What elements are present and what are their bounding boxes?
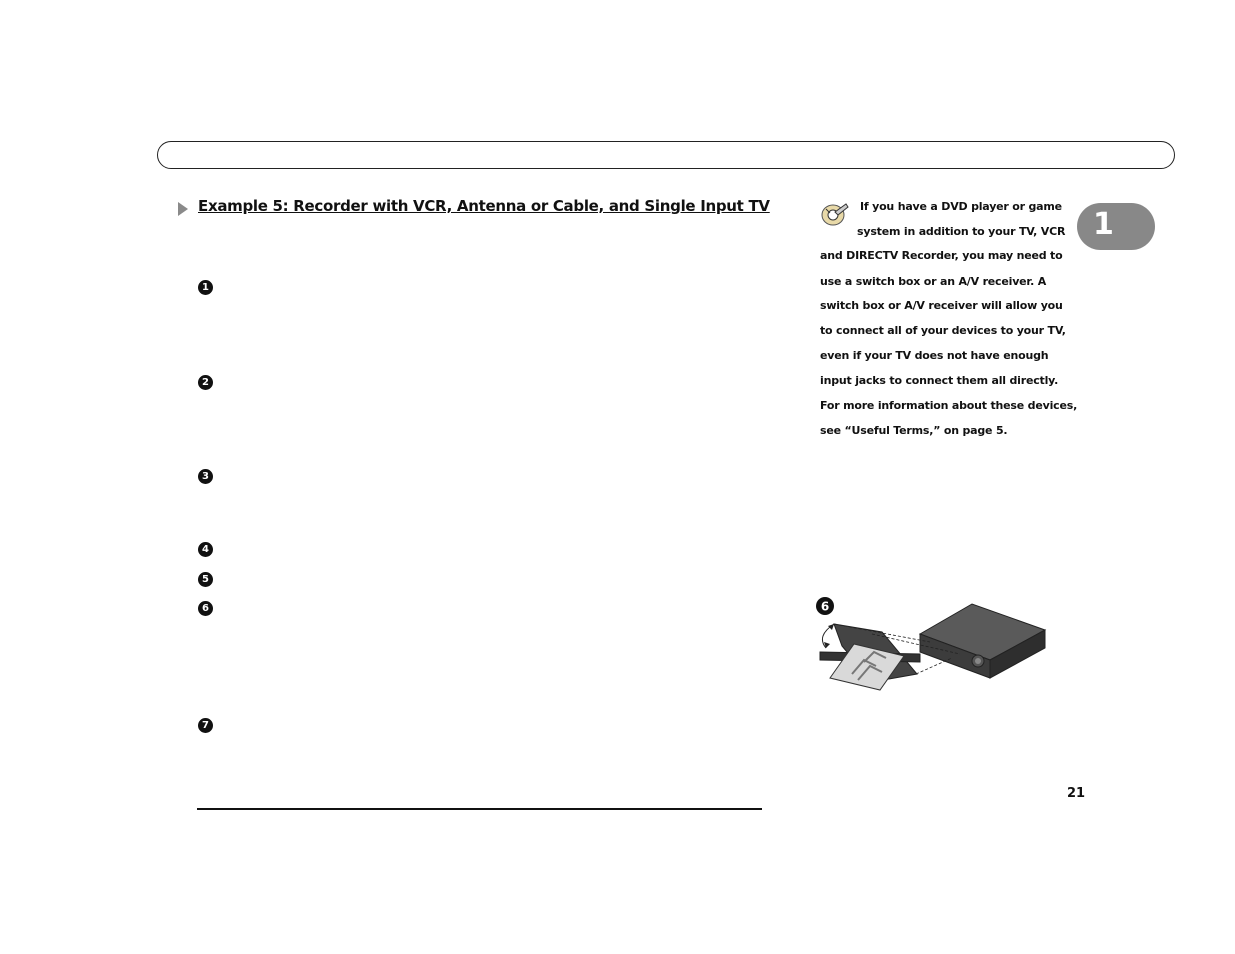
step-marker-1: 1	[198, 280, 213, 295]
tip-text-line: even if your TV does not have enough	[820, 349, 1049, 362]
step-marker-7: 7	[198, 718, 213, 733]
header-bar	[157, 141, 1175, 169]
step-marker-6: 6	[198, 601, 213, 616]
section-arrow-icon	[178, 202, 188, 216]
tip-text-line: to connect all of your devices to your TV,	[820, 324, 1066, 337]
tip-text-line: see “Useful Terms,” on page 5.	[820, 424, 1008, 437]
section-title: Example 5: Recorder with VCR, Antenna or Cable, and Single Input TV	[198, 197, 770, 215]
tip-text-line: and DIRECTV Recorder, you may need to	[820, 249, 1063, 262]
footer-rule	[197, 808, 762, 810]
step-marker-5: 5	[198, 572, 213, 587]
tip-text-line: use a switch box or an A/V receiver. A	[820, 275, 1047, 288]
step-marker-4: 4	[198, 542, 213, 557]
step-marker-2: 2	[198, 375, 213, 390]
tip-text-line: If you have a DVD player or game	[860, 200, 1062, 213]
page-number: 21	[1067, 786, 1086, 801]
tip-text-line: For more information about these devices,	[820, 399, 1078, 412]
card-insertion-illustration	[812, 594, 1052, 696]
chapter-number: 1	[1093, 207, 1114, 242]
chapter-tab	[1077, 203, 1155, 250]
illustration-callout: 6	[820, 599, 830, 614]
tip-icon	[820, 200, 850, 228]
tip-text-line: input jacks to connect them all directly.	[820, 374, 1059, 387]
tip-text-line: switch box or A/V receiver will allow you	[820, 299, 1063, 312]
step-marker-3: 3	[198, 469, 213, 484]
tip-text-line: system in addition to your TV, VCR	[857, 225, 1066, 238]
